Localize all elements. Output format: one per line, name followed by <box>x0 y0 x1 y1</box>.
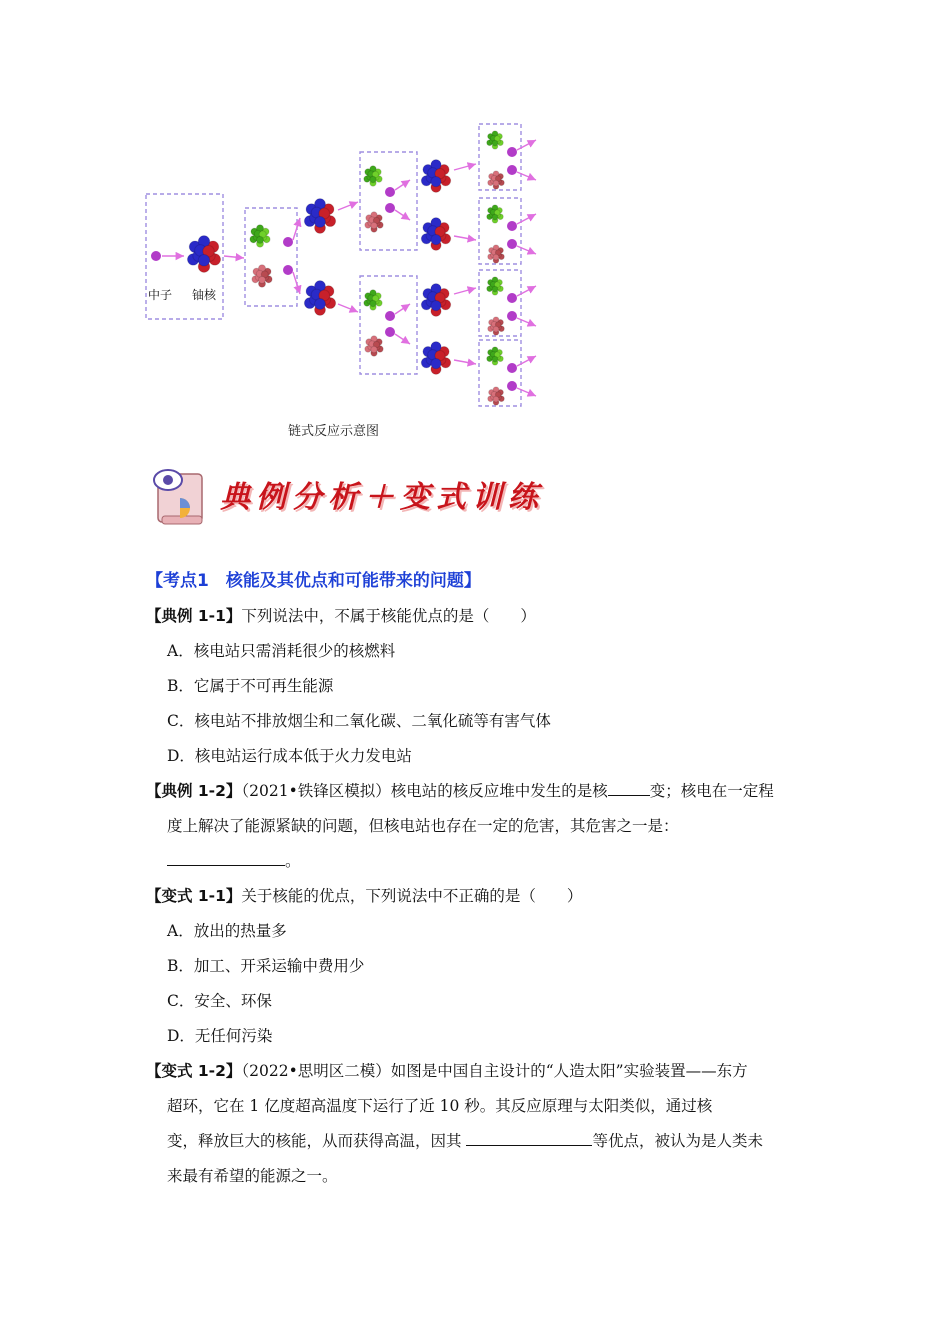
stage-box-3b <box>360 276 417 374</box>
question-text: 超环，它在 1 亿度超高温度下运行了近 10 秒。其反应原理与太阳类似，通过核 <box>167 1097 713 1115</box>
neutron <box>507 293 517 303</box>
neutron <box>385 311 395 321</box>
arrow <box>517 172 536 180</box>
answer-blank[interactable] <box>466 1131 592 1146</box>
uranium-nucleus <box>304 281 335 316</box>
label-uranium: 铀核 <box>192 288 217 302</box>
fragment-green <box>487 347 504 365</box>
banner-title: 典例分析＋变式训练 <box>220 480 544 515</box>
neutron <box>385 187 395 197</box>
arrow <box>338 304 358 312</box>
neutron <box>507 363 517 373</box>
fragment-green <box>487 205 504 223</box>
arrow <box>454 288 476 294</box>
fragment-green <box>487 277 504 295</box>
question-text: 度上解决了能源紧缺的问题，但核电站也存在一定的危害，其危害之一是： <box>167 817 679 835</box>
fragment-red <box>488 387 505 405</box>
question-variant-1-1 <box>146 879 816 1054</box>
option-c[interactable]: C．安全、环保 <box>167 992 272 1010</box>
question-tag: 【变式 1-1】 <box>146 887 242 905</box>
option-a[interactable]: A．核电站只需消耗很少的核燃料 <box>167 642 396 660</box>
fragment-green <box>250 225 270 247</box>
question-example-1-1 <box>146 599 816 774</box>
question-tag: 【典例 1-1】 <box>146 607 242 625</box>
arrow <box>517 140 536 150</box>
question-text: （2022•思明区二模）如图是中国自主设计的“人造太阳”实验装置——东方 <box>241 1062 748 1080</box>
fragment-green <box>364 166 382 186</box>
question-text: （2021•铁锋区模拟）核电站的核反应堆中发生的是核 <box>241 782 608 800</box>
question-tag: 【典例 1-2】 <box>146 782 242 800</box>
arrow <box>395 304 410 314</box>
option-b[interactable]: B．加工、开采运输中费用少 <box>167 957 365 975</box>
arrow <box>517 286 536 296</box>
neutron <box>385 327 395 337</box>
question-text: 来最有希望的能源之一。 <box>167 1167 338 1185</box>
question-stem: 关于核能的优点，下列说法中不正确的是（ ） <box>241 887 583 905</box>
answer-blank[interactable] <box>608 781 650 796</box>
neutron <box>507 221 517 231</box>
option-d[interactable]: D．无任何污染 <box>167 1027 273 1045</box>
neutron <box>507 147 517 157</box>
option-c[interactable]: C．核电站不排放烟尘和二氧化碳、二氧化硫等有害气体 <box>167 712 551 730</box>
neutron <box>151 251 161 261</box>
fragment-red <box>488 171 505 189</box>
uranium-nucleus <box>421 284 450 317</box>
fragment-red <box>365 336 383 356</box>
question-variant-1-2 <box>146 1054 816 1194</box>
fragment-green <box>364 290 382 310</box>
fragment-green <box>487 131 504 149</box>
arrow <box>338 202 358 210</box>
question-example-1-2 <box>146 774 816 879</box>
option-d[interactable]: D．核电站运行成本低于火力发电站 <box>167 747 412 765</box>
stage-box-3a <box>360 152 417 250</box>
neutron <box>385 203 395 213</box>
option-b[interactable]: B．它属于不可再生能源 <box>167 677 334 695</box>
nuclei-group <box>151 131 536 405</box>
fragment-red <box>488 317 505 335</box>
fragment-red <box>488 245 505 263</box>
question-text: 变；核电在一定程 <box>649 782 774 800</box>
arrow <box>517 214 536 224</box>
neutron <box>283 265 293 275</box>
question-text: 等优点，被认为是人类未 <box>592 1132 763 1150</box>
fragment-red <box>252 265 272 287</box>
label-neutron: 中子 <box>148 288 173 302</box>
topic-heading: 【考点1 核能及其优点和可能带来的问题】 <box>146 571 481 591</box>
neutron <box>507 165 517 175</box>
arrow <box>395 334 410 344</box>
arrow <box>517 356 536 366</box>
arrow <box>454 164 476 170</box>
question-stem: 下列说法中，不属于核能优点的是（ ） <box>241 607 536 625</box>
question-list <box>146 566 816 1194</box>
arrow <box>395 180 410 190</box>
uranium-nucleus <box>304 199 335 234</box>
fragment-red <box>365 212 383 232</box>
stage-box-2 <box>245 208 297 306</box>
option-a[interactable]: A．放出的热量多 <box>167 922 287 940</box>
neutron <box>507 311 517 321</box>
arrow <box>395 210 410 220</box>
arrow <box>517 318 536 326</box>
answer-blank[interactable] <box>167 851 285 866</box>
diagram-caption: 链式反应示意图 <box>288 424 380 439</box>
question-tag: 【变式 1-2】 <box>146 1062 242 1080</box>
arrow <box>517 388 536 396</box>
eye-scroll-icon <box>154 470 202 524</box>
question-text: 。 <box>285 852 301 870</box>
neutron <box>507 239 517 249</box>
arrow <box>224 256 244 258</box>
arrow <box>454 360 476 364</box>
neutron <box>283 237 293 247</box>
uranium-nucleus <box>421 342 450 375</box>
neutron <box>507 381 517 391</box>
question-text: 变，释放巨大的核能，从而获得高温，因其 <box>167 1132 462 1150</box>
arrow <box>517 246 536 254</box>
chain-reaction-diagram <box>140 118 560 448</box>
uranium-nucleus <box>421 160 450 193</box>
uranium-nucleus <box>421 218 450 251</box>
uranium-nucleus <box>187 236 220 273</box>
arrow <box>454 236 476 240</box>
